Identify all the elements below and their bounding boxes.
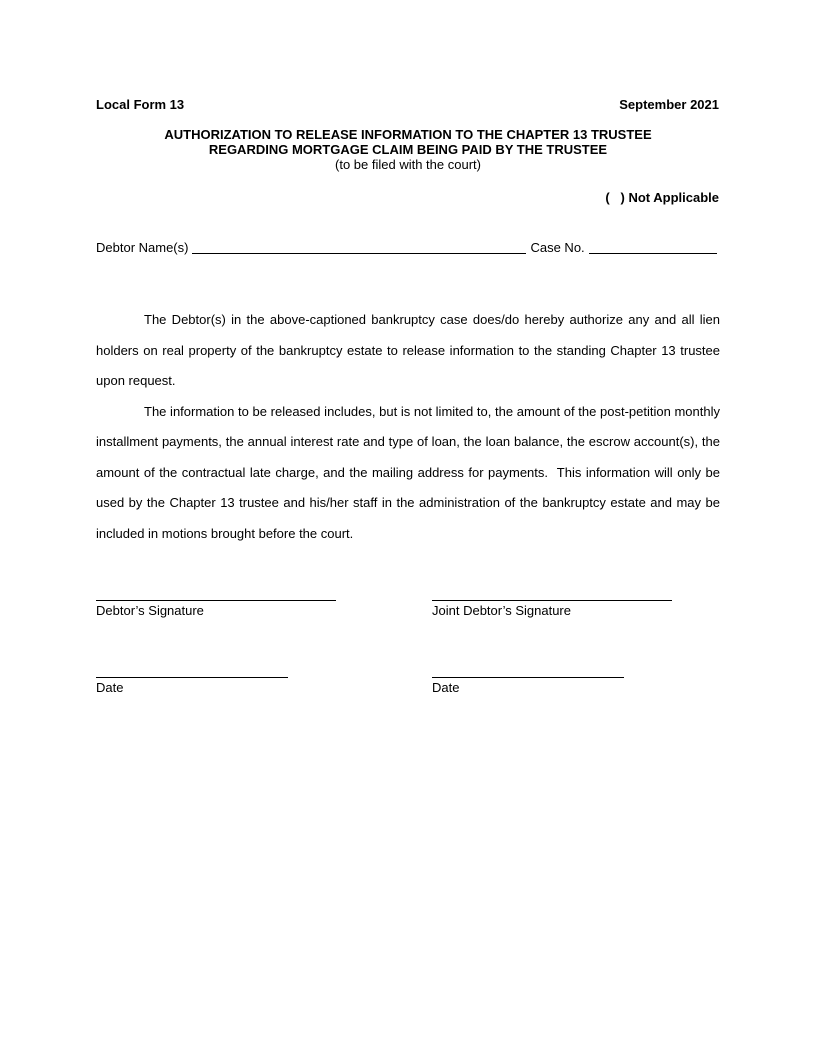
authorization-body: [96, 305, 724, 549]
form-id: Local Form 13: [96, 97, 185, 112]
debtor-name-field[interactable]: [192, 241, 526, 254]
joint-debtor-date-line[interactable]: [432, 677, 624, 678]
case-number-label: Case No.: [530, 240, 585, 255]
debtor-date-line[interactable]: [96, 677, 288, 678]
title-line-1: AUTHORIZATION TO RELEASE INFORMATION TO THE CHAPTER 13 TRUSTEE: [164, 127, 652, 142]
form-title: [96, 127, 720, 172]
case-number-field[interactable]: [589, 241, 717, 254]
joint-debtor-date-label: Date: [432, 680, 460, 695]
debtor-signature-label: Debtor’s Signature: [96, 603, 204, 618]
debtor-info-row: [96, 239, 720, 255]
debtor-date-label: Date: [96, 680, 124, 695]
body-paragraph-1: The Debtor(s) in the above-captioned bankruptcy case does/do hereby authorize any and all lien holders on real property of the bankruptcy estate to release information to the standing Chapter 13 trustee upon request.: [96, 312, 720, 388]
debtor-name-label: Debtor Name(s): [96, 240, 189, 255]
joint-debtor-signature-line[interactable]: [432, 600, 672, 601]
form-date: September 2021: [619, 97, 719, 112]
title-line-2: REGARDING MORTGAGE CLAIM BEING PAID BY THE TRUSTEE: [208, 142, 608, 157]
debtor-signature-line[interactable]: [96, 600, 336, 601]
body-paragraph-2: The information to be released includes, but is not limited to, the amount of the post-petition monthly installment payments, the annual interest rate and type of loan, the loan balance, the escrow account(s), the amount of the contractual late charge, and the mailing address for payments. This information will only be used by the Chapter 13 trustee and his/her staff in the administration of the bankruptcy estate and may be included in motions brought before the court.: [96, 403, 724, 541]
title-note: (to be filed with the court): [335, 157, 481, 172]
joint-debtor-signature-label: Joint Debtor’s Signature: [432, 603, 571, 618]
not-applicable-checkbox[interactable]: ( ) Not Applicable: [605, 190, 719, 205]
